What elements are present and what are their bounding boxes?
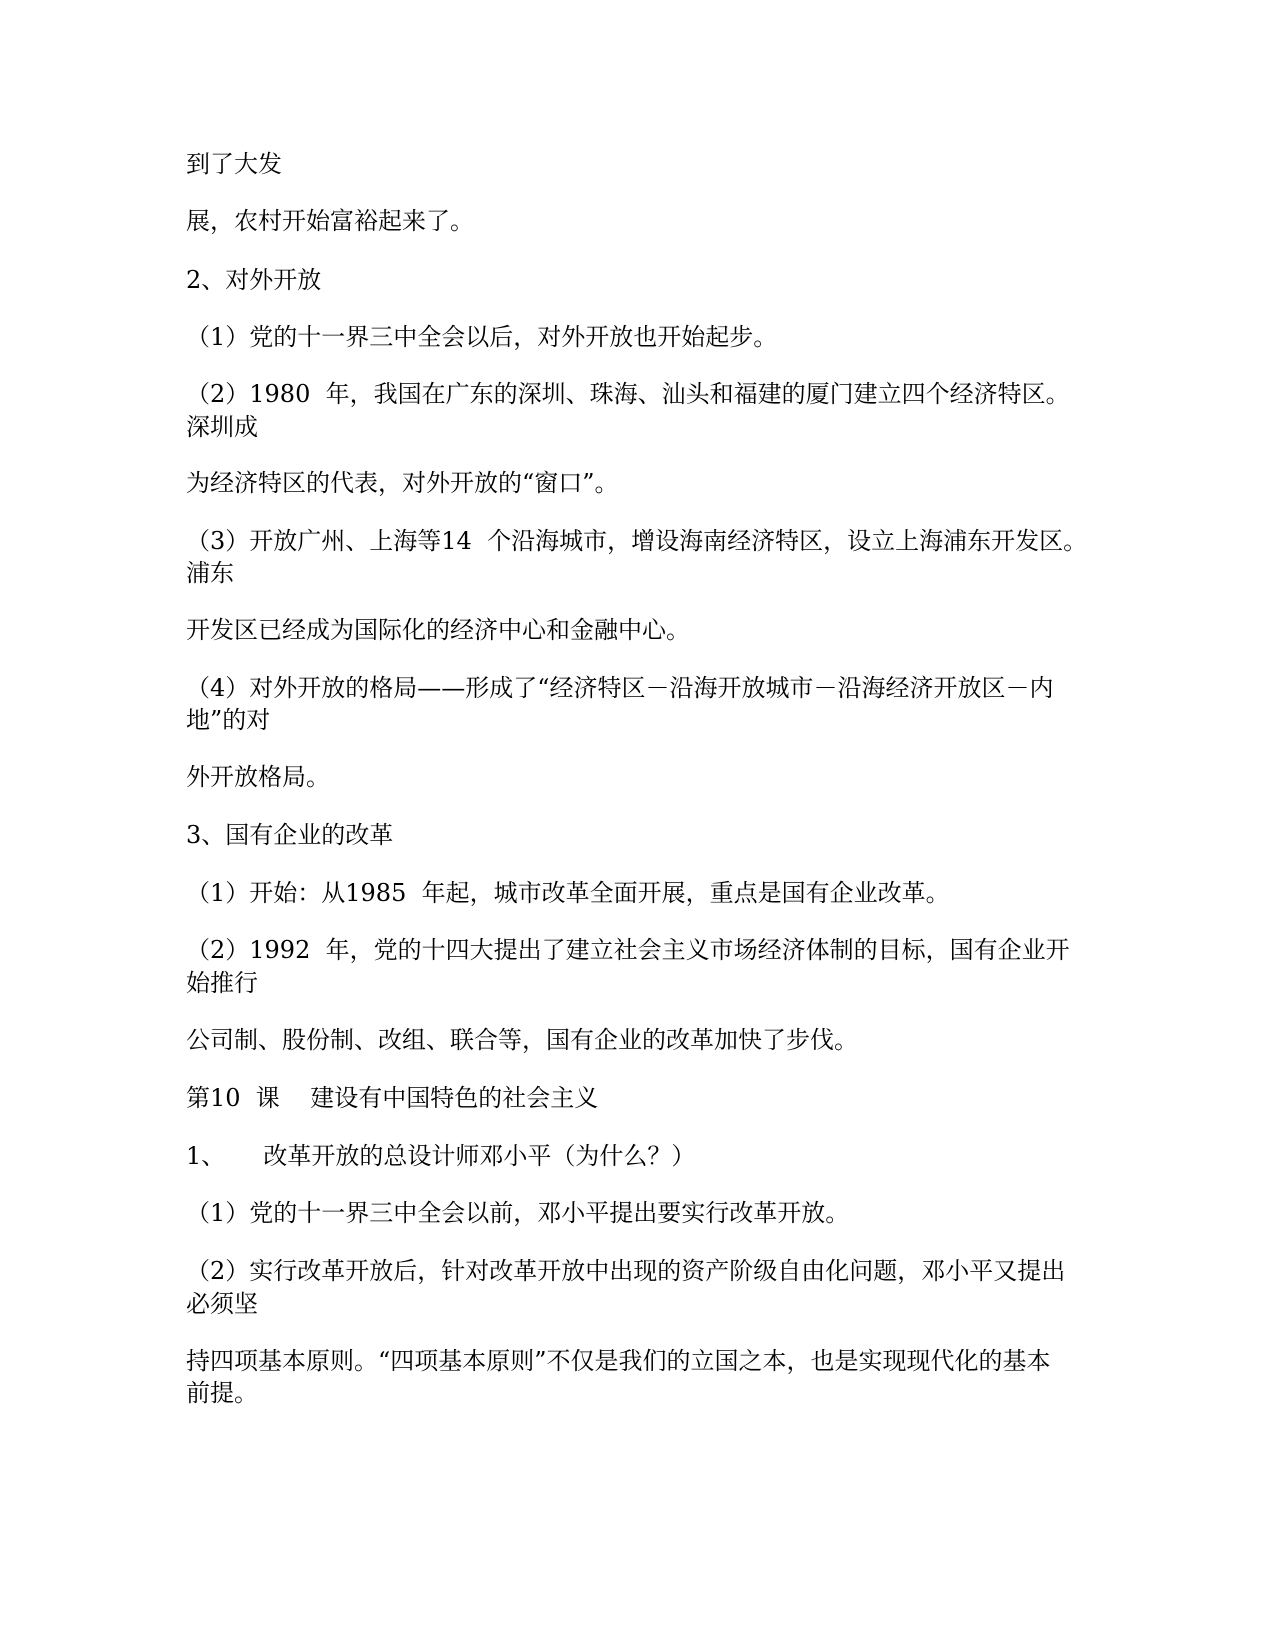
section-heading: 2、对外开放 xyxy=(186,266,322,294)
text-line: （2）1980 年，我国在广东的深圳、珠海、汕头和福建的厦门建立四个经济特区。 xyxy=(186,380,1070,408)
text-line: 外开放格局。 xyxy=(186,763,330,791)
text-line: 浦东 xyxy=(186,559,234,587)
text-line: 为经济特区的代表，对外开放的“窗口”。 xyxy=(186,469,619,497)
text-line: 展，农村开始富裕起来了。 xyxy=(186,207,474,235)
text-line: 公司制、股份制、改组、联合等，国有企业的改革加快了步伐。 xyxy=(186,1026,858,1054)
text-line: 到了大发 xyxy=(186,150,282,178)
section-heading: 3、国有企业的改革 xyxy=(186,821,394,849)
text-line: （4）对外开放的格局——形成了“经济特区－沿海开放城市－沿海经济开放区－内 xyxy=(186,674,1054,702)
text-line: （1）党的十一界三中全会以前，邓小平提出要实行改革开放。 xyxy=(186,1199,850,1227)
text-line: （1）党的十一界三中全会以后，对外开放也开始起步。 xyxy=(186,323,778,351)
lesson-heading: 第10 课 建设有中国特色的社会主义 xyxy=(186,1084,599,1112)
text-line: 必须坚 xyxy=(186,1290,258,1318)
section-heading: 1、 改革开放的总设计师邓小平（为什么？） xyxy=(186,1142,696,1170)
text-line: （2）1992 年，党的十四大提出了建立社会主义市场经济体制的目标，国有企业开 xyxy=(186,936,1070,964)
text-line: 深圳成 xyxy=(186,413,258,441)
text-line: 始推行 xyxy=(186,969,258,997)
text-line: 地”的对 xyxy=(186,706,271,734)
text-line: （3）开放广州、上海等14 个沿海城市，增设海南经济特区，设立上海浦东开发区。 xyxy=(186,527,1088,555)
text-line: （1）开始：从1985 年起，城市改革全面开展，重点是国有企业改革。 xyxy=(186,879,950,907)
text-line: （2）实行改革开放后，针对改革开放中出现的资产阶级自由化问题，邓小平又提出 xyxy=(186,1257,1066,1285)
text-line: 持四项基本原则。“四项基本原则”不仅是我们的立国之本，也是实现现代化的基本 xyxy=(186,1347,1051,1375)
text-line: 前提。 xyxy=(186,1379,258,1407)
text-line: 开发区已经成为国际化的经济中心和金融中心。 xyxy=(186,616,690,644)
